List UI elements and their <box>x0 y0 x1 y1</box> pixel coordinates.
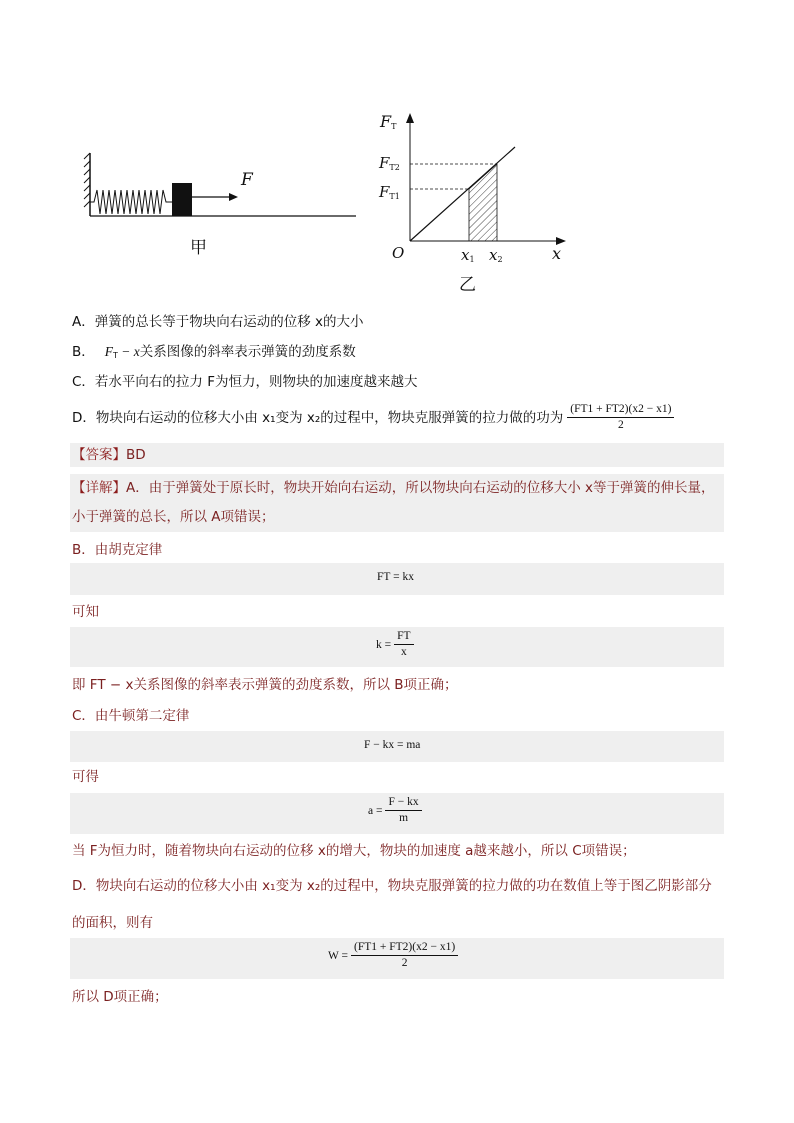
option-b: B． $F_T - x$关系图像的斜率表示弹簧的劲度系数 <box>72 344 356 360</box>
detail-a-line2: 小于弹簧的总长，所以 A项错误； <box>72 509 275 525</box>
detail-d-line2: 的面积，则有 <box>72 915 153 931</box>
detail-c-get: 可得 <box>72 769 99 785</box>
equation-newton: F − kx = ma <box>364 739 421 751</box>
equation-a: a = $\frac{F - kx}{m}$ <box>368 796 425 825</box>
equation-k: k = $\frac{FT}{x}$ <box>376 630 417 659</box>
option-d-fraction: $\frac{(FT1 + FT2)(x2 - x1)}{2}$ <box>567 403 674 432</box>
answer: 【答案】BD <box>72 447 146 463</box>
spring <box>90 190 172 214</box>
option-d: D．物块向右运动的位移大小由 x₁变为 x₂的过程中，物块克服弹簧的拉力做的功为 $\frac{(FT1 + FT2)(x2 - x1)}{2}$ <box>72 403 677 432</box>
option-a: A．弹簧的总长等于物块向右运动的位移 x的大小 <box>72 314 364 330</box>
figure-jia <box>80 150 370 260</box>
detail-d-line1: D．物块向右运动的位移大小由 x₁变为 x₂的过程中，物块克服弹簧的拉力做的功在数值上等于图乙阴影部分 <box>72 878 712 894</box>
detail-d-conclusion: 所以 D项正确； <box>72 989 168 1005</box>
block <box>172 183 192 216</box>
origin-label: O <box>392 244 405 262</box>
ft2-label: $F_{T2}$ <box>379 154 400 172</box>
x1-label: $x_1$ <box>461 246 475 264</box>
y-axis-label: $F_T$ <box>380 112 397 131</box>
option-c: C．若水平向右的拉力 F为恒力，则物块的加速度越来越大 <box>72 374 418 390</box>
equation-hooke: FT = kx <box>377 571 414 583</box>
detail-b-conclusion: 即 FT − x关系图像的斜率表示弹簧的劲度系数，所以 B项正确； <box>72 677 458 693</box>
force-label: F <box>241 170 253 190</box>
figure-yi-caption: 乙 <box>459 275 476 295</box>
detail-b-know: 可知 <box>72 604 99 620</box>
ft1-label: $F_{T1}$ <box>379 183 400 201</box>
detail-b-intro: B．由胡克定律 <box>72 542 163 558</box>
detail-c-conclusion: 当 F为恒力时，随着物块向右运动的位移 x的增大，物块的加速度 a越来越小，所以 C项错误； <box>72 843 636 859</box>
detail-a-line1: 【详解】A．由于弹簧处于原长时，物块开始向右运动，所以物块向右运动的位移大小 x等于弹簧的伸长量， <box>72 480 715 496</box>
x-axis-label: x <box>552 244 562 263</box>
answer-band <box>70 443 724 467</box>
ft-x-line <box>410 147 515 241</box>
figure-yi-graph <box>380 105 580 265</box>
figure-jia-caption: 甲 <box>190 238 207 258</box>
x2-label: $x_2$ <box>489 246 503 264</box>
equation-work: W = $\frac{(FT1 + FT2)(x2 - x1)}{2}$ <box>328 941 461 970</box>
detail-c-intro: C．由牛顿第二定律 <box>72 708 190 724</box>
